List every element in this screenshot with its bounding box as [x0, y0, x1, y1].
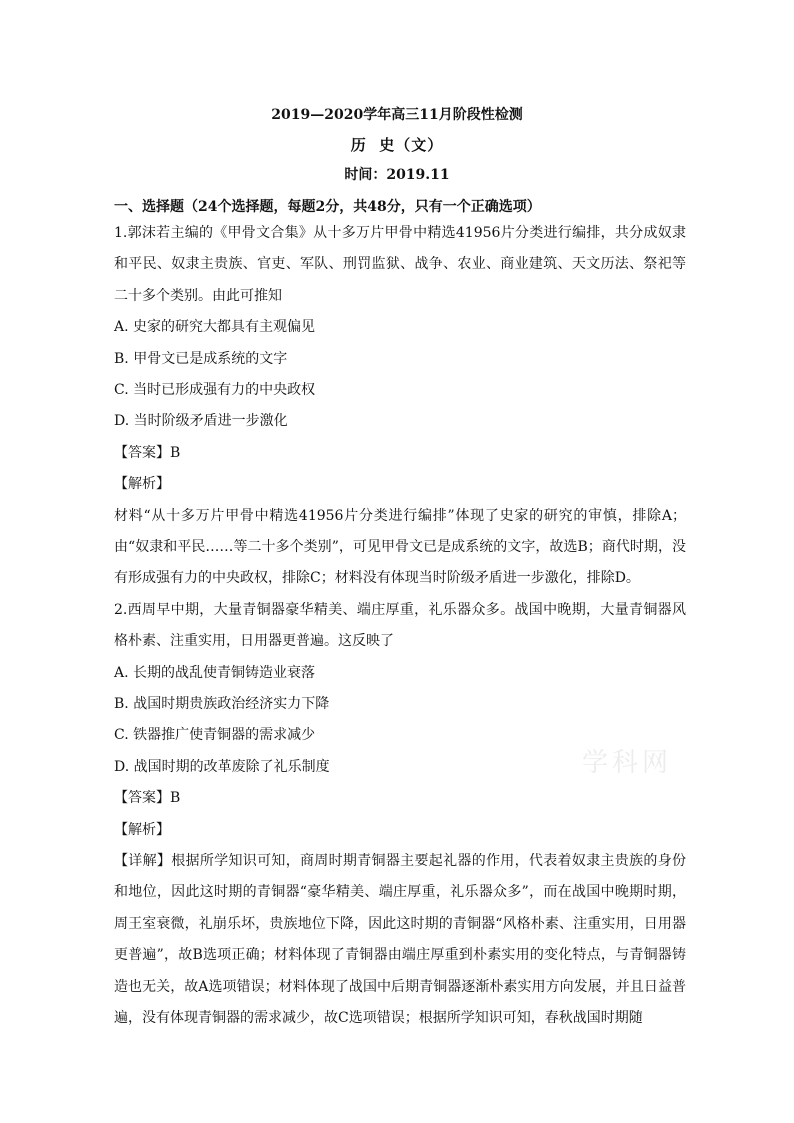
- analysis-text: 【详解】根据所学知识可知，商周时期青铜器主要起礼器的作用，代表着奴隶主贵族的身份和地位，因此这时期的青铜器“豪华精美、端庄厚重，礼乐器众多”，而在战国中晚期时期，周王室衰微，礼崩乐坏，贵族地位下降，因此这时期的青铜器“风格朴素、注重实用，日用器更普遍”，故B选项正确；材料体现了青铜器由端庄厚重到朴素实用的变化特点，与青铜器铸造也无关，故A选项错误；材料体现了战国中后期青铜器逐渐朴素实用方向发展，并且日益普遍，没有体现青铜器的需求减少，故C选项错误；根据所学知识可知，春秋战国时期随: [114, 852, 686, 1026]
- subject-title: 历 史（文）: [350, 136, 444, 154]
- analysis-text: 材料“从十多万片甲骨中精选41956片分类进行编排”体现了史家的研究的审慎，排除A；由“奴隶和平民……等二十多个类别”，可见甲骨文已是成系统的文字，故选B；商代时期，没有形成强有力的中央政权，排除C；材料没有体现当时阶级矛盾进一步激化，排除D。: [114, 507, 686, 587]
- option-a: A. 史家的研究大都具有主观偏见: [114, 319, 316, 336]
- exam-title: 2019—2020学年高三11月阶段性检测: [271, 107, 523, 123]
- watermark-text: 学科网: [582, 748, 673, 778]
- question-stem: 2.西周早中期，大量青铜器豪华精美、端庄厚重，礼乐器众多。战国中晚期，大量青铜器风格朴素、注重实用，日用器更普遍。这反映了: [114, 601, 686, 650]
- question-stem: 1.郭沫若主编的《甲骨文合集》从十多万片甲骨中精选41956片分类进行编排，共分成奴隶和平民、奴隶主贵族、官吏、军队、刑罚监狱、战争、农业、商业建筑、天文历法、祭祀等二十多个类别。由此可推知: [114, 225, 686, 304]
- analysis-label: 【解析】: [114, 476, 170, 493]
- option-a: A. 长期的战乱使青铜铸造业衰落: [114, 664, 316, 681]
- option-b: B. 战国时期贵族政治经济实力下降: [114, 695, 330, 712]
- question-1: [114, 218, 686, 595]
- exam-content: [114, 196, 686, 1034]
- question-2: [114, 595, 686, 1035]
- option-c: C. 铁器推广使青铜器的需求减少: [114, 727, 316, 744]
- option-d: D. 当时阶级矛盾进一步激化: [114, 413, 288, 430]
- option-b: B. 甲骨文已是成系统的文字: [114, 350, 288, 367]
- exam-time: 时间：2019.11: [344, 167, 450, 183]
- section-heading: 一、选择题（24个选择题，每题2分，共48分，只有一个正确选项）: [114, 199, 541, 215]
- option-d: D. 战国时期的改革废除了礼乐制度: [114, 758, 330, 775]
- analysis-label: 【解析】: [114, 821, 170, 838]
- option-c: C. 当时已形成强有力的中央政权: [114, 382, 316, 398]
- answer-label: 【答案】B: [114, 790, 181, 807]
- answer-label: 【答案】B: [114, 444, 181, 461]
